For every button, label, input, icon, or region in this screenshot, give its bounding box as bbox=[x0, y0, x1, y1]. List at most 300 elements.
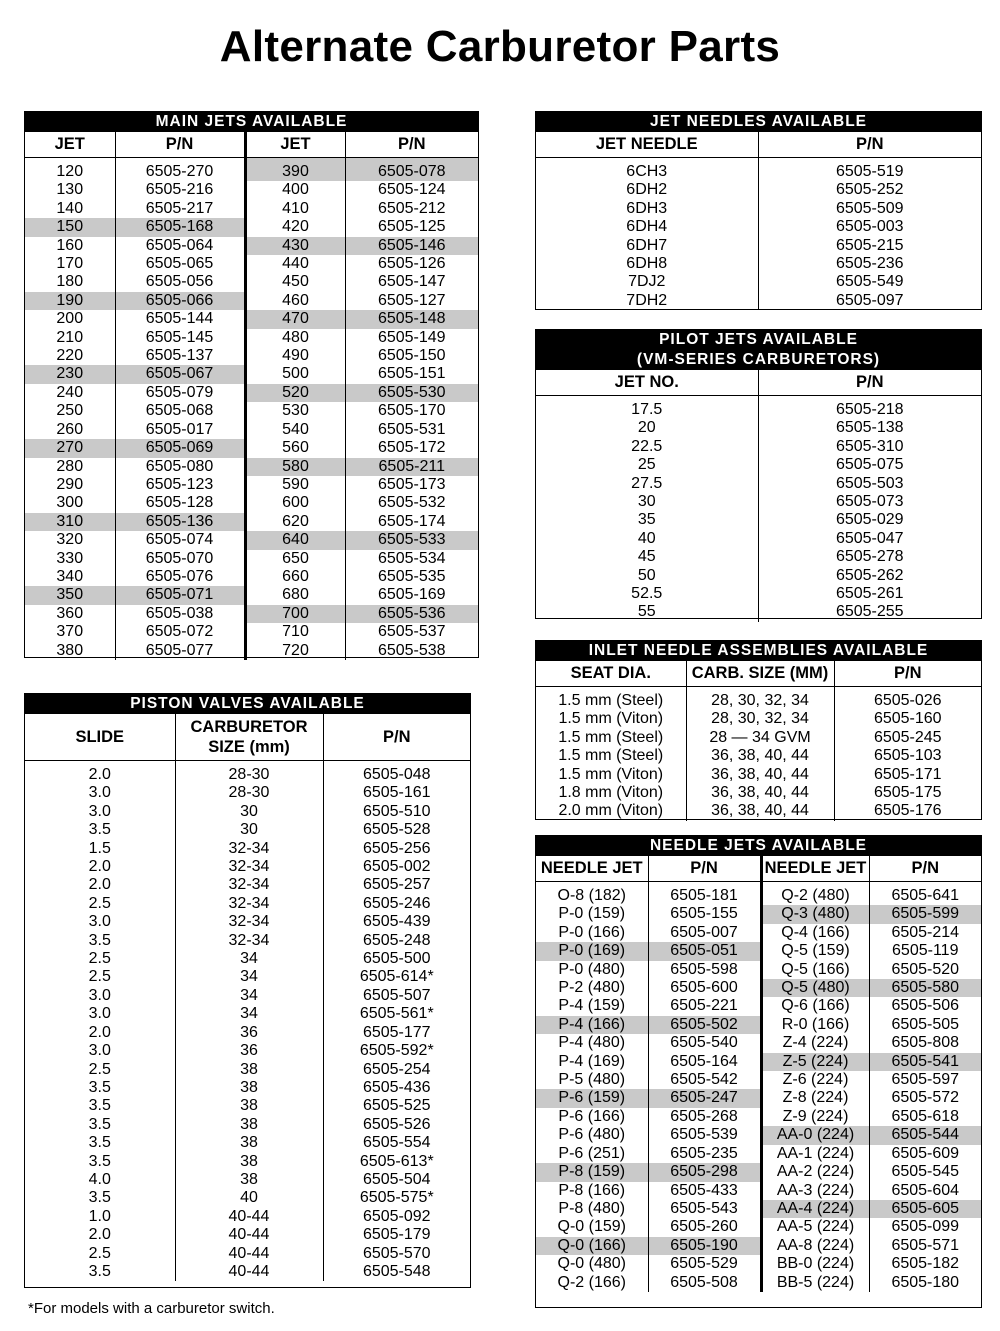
table-row bbox=[25, 1116, 470, 1134]
jet-no-cell: 50 bbox=[637, 566, 656, 584]
table-row bbox=[25, 858, 470, 876]
carb-size-cell: 36 bbox=[175, 1042, 323, 1060]
part-number-cell: 6505-048 bbox=[323, 761, 470, 785]
col-header-carb-size: CARB. SIZE (MM) bbox=[686, 661, 834, 687]
part-number-cell: 6505-536 bbox=[345, 605, 478, 623]
jet-size-cell: 240 bbox=[56, 383, 84, 401]
jet-size-cell: 490 bbox=[245, 347, 345, 365]
col-header-pn: P/N bbox=[758, 132, 981, 158]
col-header-pn: P/N bbox=[323, 714, 470, 761]
jet-needle-cell: 7DJ2 bbox=[628, 273, 666, 291]
carb-size-cell: 28, 30, 32, 34 bbox=[686, 687, 834, 711]
part-number-cell: 6505-149 bbox=[345, 329, 478, 347]
slide-cell: 3.0 bbox=[88, 913, 111, 931]
table-row bbox=[25, 568, 478, 586]
part-number-cell: 6505-160 bbox=[834, 710, 981, 728]
needle-jet-cell: Z-6 (224) bbox=[761, 1071, 869, 1089]
slide-cell: 2.5 bbox=[88, 1060, 111, 1078]
jet-size-cell: 340 bbox=[56, 567, 84, 585]
table-row bbox=[536, 961, 981, 979]
table-row bbox=[536, 1200, 981, 1218]
part-number-cell: 6505-540 bbox=[648, 1034, 761, 1052]
needle-jet-cell: P-8 (480) bbox=[558, 1199, 626, 1217]
table-row bbox=[536, 942, 981, 960]
table-row bbox=[536, 1237, 981, 1255]
part-number-cell: 6505-075 bbox=[758, 456, 981, 474]
jet-needle-cell: 6DH8 bbox=[626, 255, 668, 273]
part-number-cell: 6505-215 bbox=[758, 237, 981, 255]
jet-size-cell: 530 bbox=[245, 402, 345, 420]
carb-size-cell: 28, 30, 32, 34 bbox=[686, 710, 834, 728]
part-number-cell: 6505-182 bbox=[869, 1255, 981, 1273]
table-row bbox=[25, 384, 478, 402]
part-number-cell: 6505-168 bbox=[115, 218, 245, 236]
table-row bbox=[25, 876, 470, 894]
part-number-cell: 6505-161 bbox=[323, 784, 470, 802]
part-number-cell: 6505-543 bbox=[648, 1200, 761, 1218]
pilot-jets-table bbox=[535, 329, 982, 619]
needle-jet-cell: AA-0 (224) bbox=[761, 1126, 869, 1144]
part-number-cell: 6505-526 bbox=[323, 1116, 470, 1134]
table-row bbox=[536, 1182, 981, 1200]
table-row bbox=[25, 329, 478, 347]
col-header-pn: P/N bbox=[758, 370, 981, 396]
slide-cell: 1.5 bbox=[88, 839, 111, 857]
table-row bbox=[536, 158, 981, 182]
part-number-cell: 6505-066 bbox=[115, 292, 245, 310]
jet-no-cell: 52.5 bbox=[631, 585, 663, 603]
inlet-needles-table bbox=[535, 640, 982, 820]
part-number-cell: 6505-613* bbox=[323, 1153, 470, 1171]
table-row bbox=[25, 968, 470, 986]
jet-size-cell: 620 bbox=[245, 513, 345, 531]
table-row bbox=[25, 1005, 470, 1023]
part-number-cell: 6505-151 bbox=[345, 365, 478, 383]
slide-cell: 3.0 bbox=[88, 784, 111, 802]
table-row bbox=[25, 895, 470, 913]
table-row bbox=[536, 687, 981, 711]
table-row bbox=[25, 273, 478, 291]
part-number-cell: 6505-099 bbox=[869, 1218, 981, 1236]
col-header-jet: JET bbox=[245, 132, 345, 158]
part-number-cell: 6505-216 bbox=[115, 181, 245, 199]
slide-cell: 2.0 bbox=[88, 1023, 111, 1041]
table-row bbox=[536, 438, 981, 456]
col-header-pn: P/N bbox=[834, 661, 981, 687]
table-row bbox=[25, 586, 478, 604]
table-row bbox=[25, 1171, 470, 1189]
table-row bbox=[25, 1134, 470, 1152]
carb-size-cell: 32-34 bbox=[175, 858, 323, 876]
col-header-pn: P/N bbox=[869, 856, 981, 882]
part-number-cell: 6505-026 bbox=[834, 687, 981, 711]
table-row bbox=[25, 402, 478, 420]
seat-dia-cell: 1.8 mm (Viton) bbox=[558, 784, 664, 802]
table-row bbox=[25, 1245, 470, 1263]
needle-jets-header: NEEDLE JETS AVAILABLE bbox=[536, 836, 981, 856]
col-header-needle-jet: NEEDLE JET bbox=[761, 856, 869, 882]
part-number-cell: 6505-433 bbox=[648, 1182, 761, 1200]
table-row bbox=[536, 784, 981, 802]
part-number-cell: 6505-077 bbox=[115, 642, 245, 660]
table-row bbox=[25, 421, 478, 439]
part-number-cell: 6505-103 bbox=[834, 747, 981, 765]
part-number-cell: 6505-218 bbox=[758, 396, 981, 420]
part-number-cell: 6505-597 bbox=[869, 1071, 981, 1089]
table-row bbox=[25, 550, 478, 568]
part-number-cell: 6505-170 bbox=[345, 402, 478, 420]
part-number-cell: 6505-074 bbox=[115, 531, 245, 549]
carb-size-cell: 40-44 bbox=[175, 1245, 323, 1263]
part-number-cell: 6505-541 bbox=[869, 1053, 981, 1071]
jet-size-cell: 280 bbox=[56, 457, 84, 475]
needle-jet-cell: AA-4 (224) bbox=[761, 1200, 869, 1218]
carb-size-cell: 36 bbox=[175, 1024, 323, 1042]
seat-dia-cell: 1.5 mm (Steel) bbox=[558, 692, 664, 709]
needle-jet-cell: Q-6 (166) bbox=[761, 997, 869, 1015]
part-number-cell: 6505-257 bbox=[323, 876, 470, 894]
part-number-cell: 6505-504 bbox=[323, 1171, 470, 1189]
table-row bbox=[25, 987, 470, 1005]
needle-jet-cell: Z-8 (224) bbox=[761, 1089, 869, 1107]
table-row bbox=[536, 237, 981, 255]
carb-size-cell: 34 bbox=[175, 968, 323, 986]
needle-jet-cell: Q-2 (166) bbox=[557, 1273, 626, 1291]
part-number-cell: 6505-248 bbox=[323, 932, 470, 950]
jet-no-cell: 17.5 bbox=[631, 401, 663, 418]
part-number-cell: 6505-123 bbox=[115, 476, 245, 494]
piston-valves-table bbox=[24, 693, 471, 1288]
slide-cell: 2.0 bbox=[88, 766, 111, 783]
needle-jet-cell: P-2 (480) bbox=[558, 979, 626, 997]
part-number-cell: 6505-436 bbox=[323, 1079, 470, 1097]
table-row bbox=[25, 476, 478, 494]
table-row bbox=[25, 237, 478, 255]
part-number-cell: 6505-175 bbox=[834, 784, 981, 802]
part-number-cell: 6505-179 bbox=[323, 1226, 470, 1244]
table-row bbox=[536, 493, 981, 511]
part-number-cell: 6505-065 bbox=[115, 255, 245, 273]
table-row bbox=[25, 1153, 470, 1171]
part-number-cell: 6505-127 bbox=[345, 292, 478, 310]
jet-size-cell: 290 bbox=[56, 475, 84, 493]
needle-jet-cell: P-4 (480) bbox=[558, 1034, 626, 1052]
part-number-cell: 6505-138 bbox=[758, 419, 981, 437]
jet-needles-table bbox=[535, 111, 982, 310]
table-row bbox=[536, 997, 981, 1015]
part-number-cell: 6505-525 bbox=[323, 1097, 470, 1115]
part-number-cell: 6505-570 bbox=[323, 1245, 470, 1263]
needle-jet-cell: Z-5 (224) bbox=[761, 1053, 869, 1071]
seat-dia-cell: 1.5 mm (Viton) bbox=[558, 710, 664, 728]
jet-needle-cell: 6DH7 bbox=[626, 236, 668, 254]
needle-jet-cell: AA-8 (224) bbox=[761, 1237, 869, 1255]
part-number-cell: 6505-503 bbox=[758, 475, 981, 493]
jet-size-cell: 440 bbox=[245, 255, 345, 273]
table-row bbox=[536, 1089, 981, 1107]
jet-no-cell: 25 bbox=[637, 456, 656, 474]
table-row bbox=[25, 494, 478, 512]
part-number-cell: 6505-051 bbox=[648, 942, 761, 960]
part-number-cell: 6505-599 bbox=[869, 905, 981, 923]
jet-size-cell: 180 bbox=[56, 273, 84, 291]
jet-size-cell: 330 bbox=[56, 549, 84, 567]
part-number-cell: 6505-176 bbox=[834, 802, 981, 820]
carb-size-cell: 32-34 bbox=[175, 840, 323, 858]
part-number-cell: 6505-604 bbox=[869, 1182, 981, 1200]
slide-cell: 3.0 bbox=[88, 986, 111, 1004]
carb-size-cell: 38 bbox=[175, 1061, 323, 1079]
part-number-cell: 6505-252 bbox=[758, 181, 981, 199]
needle-jet-cell: P-0 (480) bbox=[558, 960, 626, 978]
part-number-cell: 6505-017 bbox=[115, 421, 245, 439]
slide-cell: 2.0 bbox=[88, 1226, 111, 1244]
carb-size-cell: 28-30 bbox=[175, 784, 323, 802]
part-number-cell: 6505-147 bbox=[345, 273, 478, 291]
slide-cell: 3.5 bbox=[88, 1152, 111, 1170]
part-number-cell: 6505-246 bbox=[323, 895, 470, 913]
jet-size-cell: 160 bbox=[56, 236, 84, 254]
needle-jet-cell: Q-4 (166) bbox=[761, 924, 869, 942]
jet-size-cell: 520 bbox=[245, 384, 345, 402]
col-header-jet-no: JET NO. bbox=[536, 370, 758, 396]
part-number-cell: 6505-029 bbox=[758, 511, 981, 529]
jet-size-cell: 120 bbox=[56, 163, 84, 180]
footnote: *For models with a carburetor switch. bbox=[28, 1300, 275, 1317]
slide-cell: 1.0 bbox=[88, 1207, 111, 1225]
carb-size-cell: 34 bbox=[175, 950, 323, 968]
part-number-cell: 6505-169 bbox=[345, 586, 478, 604]
carb-size-cell: 34 bbox=[175, 1005, 323, 1023]
part-number-cell: 6505-245 bbox=[834, 729, 981, 747]
table-row bbox=[536, 1053, 981, 1071]
part-number-cell: 6505-614* bbox=[323, 968, 470, 986]
needle-jet-cell: Q-5 (480) bbox=[761, 979, 869, 997]
part-number-cell: 6505-177 bbox=[323, 1024, 470, 1042]
table-row bbox=[536, 456, 981, 474]
jet-no-cell: 40 bbox=[637, 529, 656, 547]
needle-jet-cell: Q-0 (159) bbox=[557, 1218, 626, 1236]
jet-needle-cell: 7DH2 bbox=[626, 291, 668, 309]
needle-jet-cell: P-6 (251) bbox=[558, 1144, 626, 1162]
needle-jet-cell: Q-5 (159) bbox=[761, 942, 869, 960]
table-row bbox=[25, 347, 478, 365]
jet-size-cell: 390 bbox=[245, 158, 345, 182]
part-number-cell: 6505-070 bbox=[115, 550, 245, 568]
jet-size-cell: 310 bbox=[25, 513, 115, 531]
jet-size-cell: 460 bbox=[245, 292, 345, 310]
part-number-cell: 6505-808 bbox=[869, 1034, 981, 1052]
slide-cell: 3.5 bbox=[88, 1115, 111, 1133]
jet-no-cell: 55 bbox=[637, 603, 656, 621]
slide-cell: 2.5 bbox=[88, 950, 111, 968]
part-number-cell: 6505-520 bbox=[869, 961, 981, 979]
table-row bbox=[25, 158, 478, 182]
jet-size-cell: 470 bbox=[245, 310, 345, 328]
main-jets-header: MAIN JETS AVAILABLE bbox=[25, 112, 478, 132]
table-row bbox=[536, 729, 981, 747]
carb-size-cell: 32-34 bbox=[175, 932, 323, 950]
part-number-cell: 6505-255 bbox=[758, 603, 981, 621]
table-row bbox=[25, 458, 478, 476]
jet-size-cell: 590 bbox=[245, 476, 345, 494]
table-row bbox=[536, 530, 981, 548]
part-number-cell: 6505-508 bbox=[648, 1274, 761, 1292]
table-row bbox=[536, 1274, 981, 1292]
table-row bbox=[25, 623, 478, 641]
part-number-cell: 6505-618 bbox=[869, 1108, 981, 1126]
part-number-cell: 6505-509 bbox=[758, 200, 981, 218]
table-row bbox=[25, 840, 470, 858]
slide-cell: 2.0 bbox=[88, 858, 111, 876]
needle-jet-cell: Z-4 (224) bbox=[761, 1034, 869, 1052]
part-number-cell: 6505-542 bbox=[648, 1071, 761, 1089]
table-row bbox=[536, 802, 981, 820]
part-number-cell: 6505-078 bbox=[345, 158, 478, 182]
needle-jet-cell: P-4 (159) bbox=[558, 997, 626, 1015]
slide-cell: 3.5 bbox=[88, 1078, 111, 1096]
table-row bbox=[25, 218, 478, 236]
part-number-cell: 6505-506 bbox=[869, 997, 981, 1015]
part-number-cell: 6505-125 bbox=[345, 218, 478, 236]
part-number-cell: 6505-278 bbox=[758, 548, 981, 566]
part-number-cell: 6505-538 bbox=[345, 642, 478, 660]
table-row bbox=[536, 255, 981, 273]
part-number-cell: 6505-254 bbox=[323, 1061, 470, 1079]
needle-jet-cell: P-5 (480) bbox=[558, 1071, 626, 1089]
table-row bbox=[25, 1226, 470, 1244]
needle-jet-cell: P-0 (166) bbox=[558, 923, 626, 941]
part-number-cell: 6505-236 bbox=[758, 255, 981, 273]
jet-size-cell: 300 bbox=[56, 494, 84, 512]
col-header-carb-size: CARBURETOR SIZE (mm) bbox=[175, 714, 323, 761]
table-row bbox=[25, 365, 478, 383]
needle-jet-cell: P-6 (159) bbox=[536, 1089, 648, 1107]
jet-size-cell: 210 bbox=[56, 328, 84, 346]
part-number-cell: 6505-038 bbox=[115, 605, 245, 623]
carb-size-cell: 32-34 bbox=[175, 876, 323, 894]
needle-jet-cell: P-4 (169) bbox=[558, 1052, 626, 1070]
part-number-cell: 6505-262 bbox=[758, 567, 981, 585]
table-row bbox=[536, 475, 981, 493]
part-number-cell: 6505-067 bbox=[115, 365, 245, 383]
needle-jet-cell: AA-1 (224) bbox=[761, 1145, 869, 1163]
table-row bbox=[25, 181, 478, 199]
part-number-cell: 6505-221 bbox=[648, 997, 761, 1015]
carb-size-cell: 38 bbox=[175, 1079, 323, 1097]
needle-jet-cell: AA-2 (224) bbox=[761, 1163, 869, 1181]
part-number-cell: 6505-502 bbox=[648, 1016, 761, 1034]
part-number-cell: 6505-256 bbox=[323, 840, 470, 858]
part-number-cell: 6505-172 bbox=[345, 439, 478, 457]
part-number-cell: 6505-212 bbox=[345, 200, 478, 218]
part-number-cell: 6505-510 bbox=[323, 803, 470, 821]
table-row bbox=[25, 1189, 470, 1207]
col-header-pn: P/N bbox=[648, 856, 761, 882]
part-number-cell: 6505-171 bbox=[834, 766, 981, 784]
jet-size-cell: 190 bbox=[25, 292, 115, 310]
carb-size-cell: 36, 38, 40, 44 bbox=[686, 747, 834, 765]
jet-size-cell: 260 bbox=[56, 420, 84, 438]
part-number-cell: 6505-235 bbox=[648, 1145, 761, 1163]
needle-jet-cell: P-6 (480) bbox=[558, 1126, 626, 1144]
slide-cell: 2.5 bbox=[88, 968, 111, 986]
table-row bbox=[25, 761, 470, 785]
needle-jet-cell: BB-0 (224) bbox=[761, 1255, 869, 1273]
part-number-cell: 6505-247 bbox=[648, 1089, 761, 1107]
part-number-cell: 6505-064 bbox=[115, 237, 245, 255]
part-number-cell: 6505-534 bbox=[345, 550, 478, 568]
table-row bbox=[25, 605, 478, 623]
table-row bbox=[25, 913, 470, 931]
table-row bbox=[536, 396, 981, 420]
slide-cell: 3.5 bbox=[88, 1097, 111, 1115]
part-number-cell: 6505-268 bbox=[648, 1108, 761, 1126]
jet-no-cell: 45 bbox=[637, 548, 656, 566]
jet-size-cell: 480 bbox=[245, 329, 345, 347]
part-number-cell: 6505-530 bbox=[345, 384, 478, 402]
jet-size-cell: 710 bbox=[245, 623, 345, 641]
part-number-cell: 6505-528 bbox=[323, 821, 470, 839]
carb-size-cell: 38 bbox=[175, 1097, 323, 1115]
seat-dia-cell: 1.5 mm (Viton) bbox=[558, 765, 664, 783]
part-number-cell: 6505-298 bbox=[648, 1163, 761, 1181]
table-row bbox=[536, 1108, 981, 1126]
table-row bbox=[536, 273, 981, 291]
carb-size-cell: 40 bbox=[175, 1189, 323, 1207]
part-number-cell: 6505-148 bbox=[345, 310, 478, 328]
table-row bbox=[25, 531, 478, 549]
jet-size-cell: 250 bbox=[56, 402, 84, 420]
part-number-cell: 6505-173 bbox=[345, 476, 478, 494]
carb-size-cell: 38 bbox=[175, 1134, 323, 1152]
part-number-cell: 6505-261 bbox=[758, 585, 981, 603]
jet-needle-cell: 6DH4 bbox=[626, 218, 668, 236]
jet-size-cell: 700 bbox=[245, 605, 345, 623]
page-title: Alternate Carburetor Parts bbox=[219, 22, 781, 71]
carb-size-cell: 38 bbox=[175, 1153, 323, 1171]
table-row bbox=[25, 803, 470, 821]
part-number-cell: 6505-598 bbox=[648, 961, 761, 979]
jet-size-cell: 650 bbox=[245, 550, 345, 568]
carb-size-cell: 32-34 bbox=[175, 895, 323, 913]
table-row bbox=[536, 979, 981, 997]
part-number-cell: 6505-545 bbox=[869, 1163, 981, 1181]
jet-size-cell: 370 bbox=[56, 623, 84, 641]
jet-size-cell: 450 bbox=[245, 273, 345, 291]
table-row bbox=[25, 784, 470, 802]
slide-cell: 2.5 bbox=[88, 1244, 111, 1262]
needle-jet-cell: Q-5 (166) bbox=[761, 961, 869, 979]
part-number-cell: 6505-549 bbox=[758, 273, 981, 291]
jet-size-cell: 220 bbox=[56, 347, 84, 365]
part-number-cell: 6505-537 bbox=[345, 623, 478, 641]
part-number-cell: 6505-007 bbox=[648, 924, 761, 942]
part-number-cell: 6505-572 bbox=[869, 1089, 981, 1107]
pilot-jets-header-line2: (VM-SERIES CARBURETORS) bbox=[636, 351, 881, 368]
slide-cell: 3.5 bbox=[88, 1134, 111, 1152]
needle-jet-cell: BB-5 (224) bbox=[761, 1274, 869, 1292]
part-number-cell: 6505-580 bbox=[869, 979, 981, 997]
carb-size-cell: 38 bbox=[175, 1171, 323, 1189]
seat-dia-cell: 1.5 mm (Steel) bbox=[558, 728, 664, 746]
needle-jet-cell: AA-3 (224) bbox=[761, 1182, 869, 1200]
needle-jet-cell: R-0 (166) bbox=[761, 1016, 869, 1034]
col-header-pn: P/N bbox=[345, 132, 478, 158]
part-number-cell: 6505-571 bbox=[869, 1237, 981, 1255]
needle-jet-cell: P-6 (166) bbox=[558, 1107, 626, 1125]
table-row bbox=[25, 292, 478, 310]
